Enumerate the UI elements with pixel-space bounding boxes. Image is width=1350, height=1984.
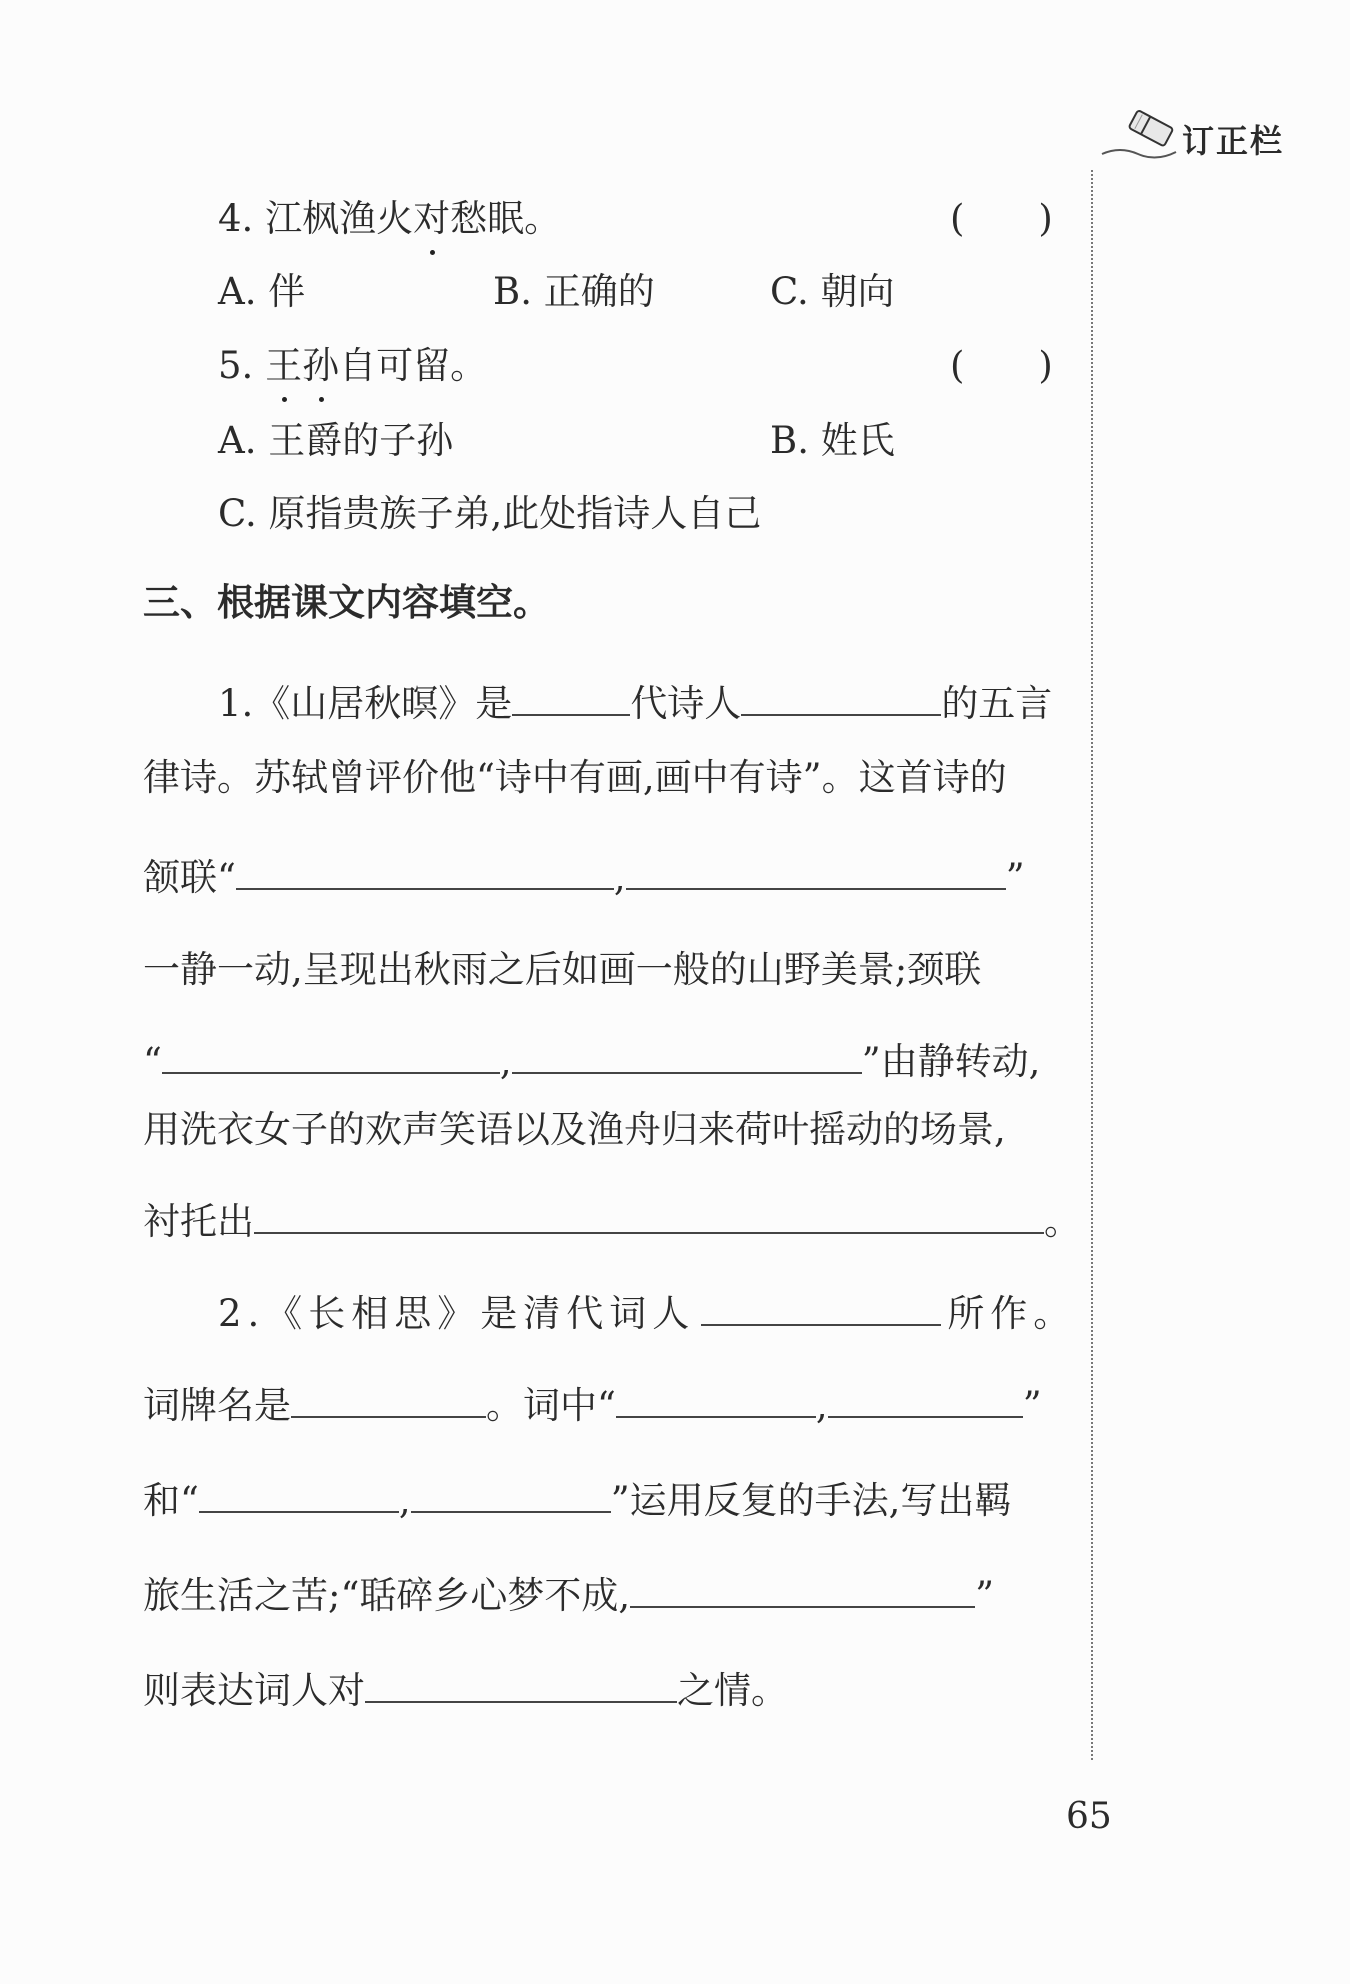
question-5-option-c: C. 原指贵族子弟,此处指诗人自己 — [218, 492, 762, 535]
blank-poet[interactable] — [741, 680, 941, 716]
item-1-line-4: 一静一动,呈现出秋雨之后如画一般的山野美景;颈联 — [143, 948, 982, 991]
blank-last-line[interactable] — [630, 1572, 975, 1608]
question-5-option-a: A. 王爵的子孙 — [218, 419, 454, 462]
item-1-line-3: 颔联“ , ” — [143, 856, 1025, 899]
blank-ci-poet[interactable] — [701, 1290, 941, 1326]
blank-cipai[interactable] — [291, 1382, 486, 1418]
question-4-option-c: C. 朝向 — [770, 270, 895, 313]
item-2-line-4: 旅生活之苦;“聒碎乡心梦不成, ” — [143, 1574, 995, 1617]
correction-column-header — [1100, 106, 1305, 166]
blank-repeat-2b[interactable] — [411, 1477, 611, 1513]
question-4-stem: 4. 江枫渔火对愁眠。 — [218, 193, 561, 245]
question-5-stem: 5. 王孙自可留。 — [218, 340, 487, 392]
item-2-line-3: 和“ , ”运用反复的手法,写出羁 — [143, 1479, 1012, 1522]
item-1-line-7: 衬托出 。 — [143, 1200, 1081, 1243]
blank-dynasty[interactable] — [512, 680, 630, 716]
correction-divider — [1091, 170, 1093, 1760]
item-1-line-2: 律诗。苏轼曾评价他“诗中有画,画中有诗”。这首诗的 — [143, 756, 1007, 799]
item-1-line-1: 1.《山居秋暝》是 代诗人 的五言 — [218, 682, 1053, 725]
blank-repeat-1b[interactable] — [828, 1382, 1023, 1418]
correction-column-label: 订正栏 — [1182, 122, 1285, 160]
blank-contrast[interactable] — [254, 1198, 1044, 1234]
question-4-answer-paren[interactable]: ( ) — [950, 197, 1053, 240]
question-4-option-b: B. 正确的 — [493, 270, 655, 313]
question-4-option-a: A. 伴 — [218, 270, 306, 313]
question-5-answer-paren[interactable]: ( ) — [950, 344, 1053, 387]
item-2-line-1: 2.《长相思》是清代词人 所作。 — [218, 1292, 1077, 1335]
blank-hanlian-2[interactable] — [626, 854, 1006, 890]
blank-feeling[interactable] — [365, 1667, 677, 1703]
section-3-title: 三、根据课文内容填空。 — [143, 581, 550, 624]
item-2-line-5: 则表达词人对 之情。 — [143, 1669, 788, 1712]
blank-jinglian-2[interactable] — [512, 1038, 862, 1074]
item-1-line-6: 用洗衣女子的欢声笑语以及渔舟归来荷叶摇动的场景, — [143, 1108, 1006, 1151]
question-5-option-b: B. 姓氏 — [770, 419, 895, 462]
page-number: 65 — [1066, 1796, 1112, 1837]
eraser-icon — [1100, 106, 1190, 162]
item-2-line-2: 词牌名是 。词中“ , ” — [143, 1384, 1042, 1427]
blank-hanlian-1[interactable] — [236, 854, 614, 890]
item-1-line-5: “ , ”由静转动, — [143, 1040, 1041, 1083]
blank-jinglian-1[interactable] — [162, 1038, 500, 1074]
blank-repeat-2a[interactable] — [199, 1477, 399, 1513]
blank-repeat-1a[interactable] — [616, 1382, 816, 1418]
